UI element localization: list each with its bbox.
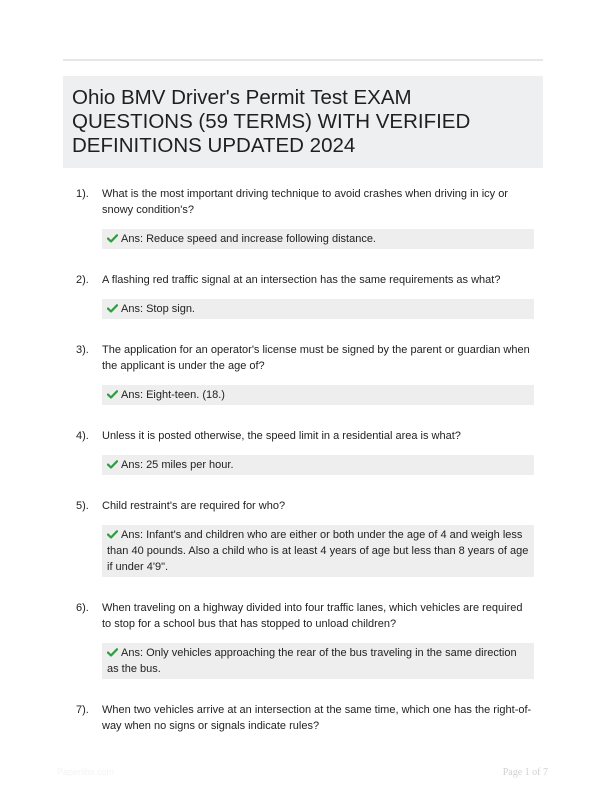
answer-box [102,455,534,475]
question-item-7 [63,702,543,734]
question-text: What is the most important driving technique to avoid crashes when driving in icy or snowy condition's? [102,188,508,216]
answer-text: Ans: Only vehicles approaching the rear of the bus traveling in the same direction as the bus. [107,647,517,675]
question-item-6 [63,600,543,679]
check-icon [107,234,118,243]
check-icon [107,530,118,539]
question-item-1 [63,186,543,249]
answer-text: Ans: Reduce speed and increase following distance. [121,233,376,245]
answer-text: Ans: Infant's and children who are either or both under the age of 4 and weigh less than 40 pounds. Also a child who is at least 4 years of age but less than 8 years of age if under 4'9". [107,529,529,573]
question-item-4 [63,428,543,475]
question-text: When two vehicles arrive at an intersection at the same time, which one has the right-of-way when no signs or signals indicate rules? [102,704,532,732]
question-number: 6). [76,602,89,614]
page-indicator: Page 1 of 7 [502,767,548,778]
question-number: 1). [76,188,89,200]
question-text: Child restraint's are required for who? [102,500,286,512]
question-text: Unless it is posted otherwise, the speed limit in a residential area is what? [102,430,461,442]
question-list [63,186,543,734]
question-item-3 [63,342,543,405]
check-icon [107,304,118,313]
answer-text: Ans: Eight-teen. (18.) [121,389,225,401]
answer-box [102,385,534,405]
check-icon [107,648,118,657]
question-number: 2). [76,274,89,286]
question-text: A flashing red traffic signal at an intersection has the same requirements as what? [102,274,501,286]
answer-text: Ans: 25 miles per hour. [121,459,234,471]
question-item-2 [63,272,543,319]
question-number: 4). [76,430,89,442]
question-text: When traveling on a highway divided into four traffic lanes, which vehicles are required to stop for a school bus that has stopped to unload children? [102,602,523,630]
question-number: 5). [76,500,89,512]
question-text: The application for an operator's license must be signed by the parent or guardian when the applicant is under the age of? [102,344,530,372]
watermark-text: Paperlibir.com [57,767,115,777]
answer-text: Ans: Stop sign. [121,303,195,315]
answer-box [102,643,534,679]
title-banner [63,76,543,168]
check-icon [107,390,118,399]
document-title: Ohio BMV Driver's Permit Test EXAM QUESTIONS (59 TERMS) WITH VERIFIED DEFINITIONS UPDATED 2024 [72,86,471,157]
question-number: 3). [76,344,89,356]
answer-box [102,229,534,249]
check-icon [107,460,118,469]
top-divider [63,59,543,61]
answer-box [102,525,534,577]
answer-box [102,299,534,319]
question-number: 7). [76,704,89,716]
question-item-5 [63,498,543,577]
